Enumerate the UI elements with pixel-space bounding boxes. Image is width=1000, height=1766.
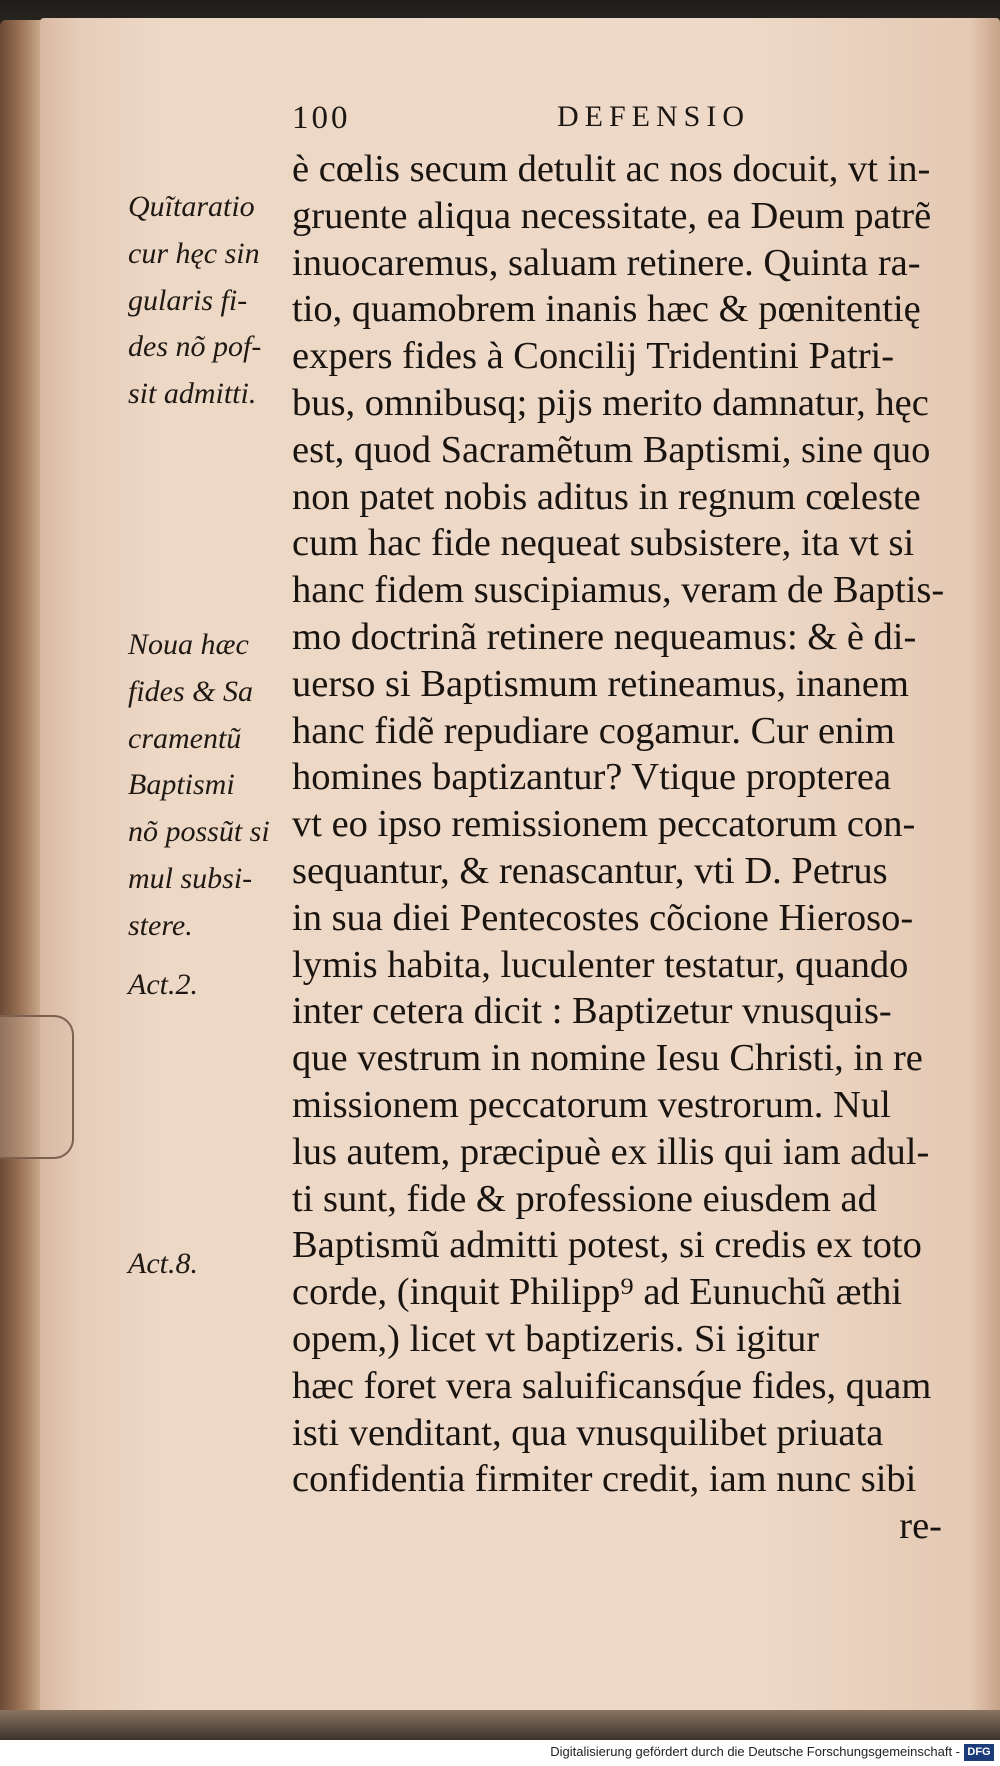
text-line: gruente aliqua necessitate, ea Deum patrẽ — [292, 194, 932, 237]
text-line: confidentia firmiter credit, iam nunc sibi — [292, 1458, 917, 1501]
page-header — [292, 100, 772, 144]
text-line: cum hac fide nequeat subsistere, ita vt si — [292, 522, 915, 565]
margin-reference: Act.8. — [128, 1247, 198, 1280]
text-line: lus autem, præcipuè ex illis qui iam adul- — [292, 1130, 930, 1173]
main-text-block — [292, 146, 982, 1550]
text-line: opem,) licet vt baptizeris. Si igitur — [292, 1317, 820, 1360]
page-clip — [0, 1015, 74, 1159]
margin-note-line: des nõ pof- — [128, 330, 262, 364]
text-line: hæc foret vera saluificansq́ue fides, quam — [292, 1364, 932, 1407]
text-line: Baptismũ admitti potest, si credis ex toto — [292, 1224, 922, 1267]
running-title: DEFENSIO — [557, 100, 751, 133]
text-line: tio, quamobrem inanis hæc & pœnitentię — [292, 288, 921, 331]
text-line: bus, omnibusq; pijs merito damnatur, hęc — [292, 381, 929, 424]
text-line: vt eo ipso remissionem peccatorum con- — [292, 803, 916, 846]
margin-reference: Act.2. — [128, 968, 198, 1001]
page-number: 100 — [292, 100, 351, 136]
page-bottom-shadow — [0, 1710, 1000, 1740]
margin-reference-acts-2 — [128, 962, 293, 1009]
margin-note-line: stere. — [128, 908, 193, 942]
text-line: expers fides à Concilij Tridentini Patri- — [292, 335, 895, 378]
text-line: sequantur, & renascantur, vti D. Petrus — [292, 849, 888, 892]
margin-note-line: mul subsi- — [128, 861, 253, 895]
text-line: corde, (inquit Philipp⁹ ad Eunuchũ æthi — [292, 1271, 903, 1314]
text-line: est, quod Sacramẽtum Baptismi, sine quo — [292, 428, 931, 471]
margin-note-quinta-ratio — [128, 184, 293, 418]
margin-note-line: fides & Sa — [128, 674, 253, 708]
margin-note-line: Quĩtaratio — [128, 190, 255, 223]
text-line: in sua diei Pentecostes cõcione Hieroso- — [292, 896, 914, 939]
margin-note-line: cramentũ — [128, 721, 242, 755]
text-line: homines baptizantur? Vtique propterea — [292, 756, 892, 799]
margin-note-line: Noua hæc — [128, 628, 249, 661]
text-line: ti sunt, fide & professione eiusdem ad — [292, 1177, 877, 1220]
text-line: non patet nobis aditus in regnum cœleste — [292, 475, 921, 518]
text-line: missionem peccatorum vestrorum. Nul — [292, 1083, 891, 1126]
margin-note-line: cur hęc sin — [128, 236, 260, 270]
text-line: è cœlis secum detulit ac nos docuit, vt in- — [292, 148, 931, 190]
margin-note-line: nõ possũt si — [128, 815, 270, 849]
text-line: hanc fidem suscipiamus, veram de Baptis- — [292, 569, 945, 612]
margin-reference-acts-8 — [128, 1241, 293, 1288]
text-line: hanc fidẽ repudiare cogamur. Cur enim — [292, 709, 895, 752]
text-line: uerso si Baptismum retineamus, inanem — [292, 662, 909, 705]
margin-note-line: gularis fi- — [128, 283, 248, 317]
dfg-logo: DFG — [964, 1744, 994, 1761]
text-line: inuocaremus, saluam retinere. Quinta ra- — [292, 241, 921, 284]
margin-note-noua-haec — [128, 622, 293, 950]
text-line: inter cetera dicit : Baptizetur vnusquis- — [292, 990, 892, 1033]
funding-credit: Digitalisierung gefördert durch die Deutsche Forschungsgemeinschaft - — [550, 1744, 960, 1759]
catchword: re- — [899, 1505, 942, 1548]
digitization-footer — [0, 1740, 1000, 1766]
margin-note-line: sit admitti. — [128, 377, 257, 411]
text-line: mo doctrinã retinere nequeamus: & è di- — [292, 615, 917, 658]
margin-note-line: Baptismi — [128, 768, 235, 802]
text-line: isti venditant, qua vnusquilibet priuata — [292, 1411, 884, 1454]
text-line: lymis habita, luculenter testatur, quando — [292, 943, 909, 986]
text-line: que vestrum in nomine Iesu Christi, in re — [292, 1037, 923, 1080]
